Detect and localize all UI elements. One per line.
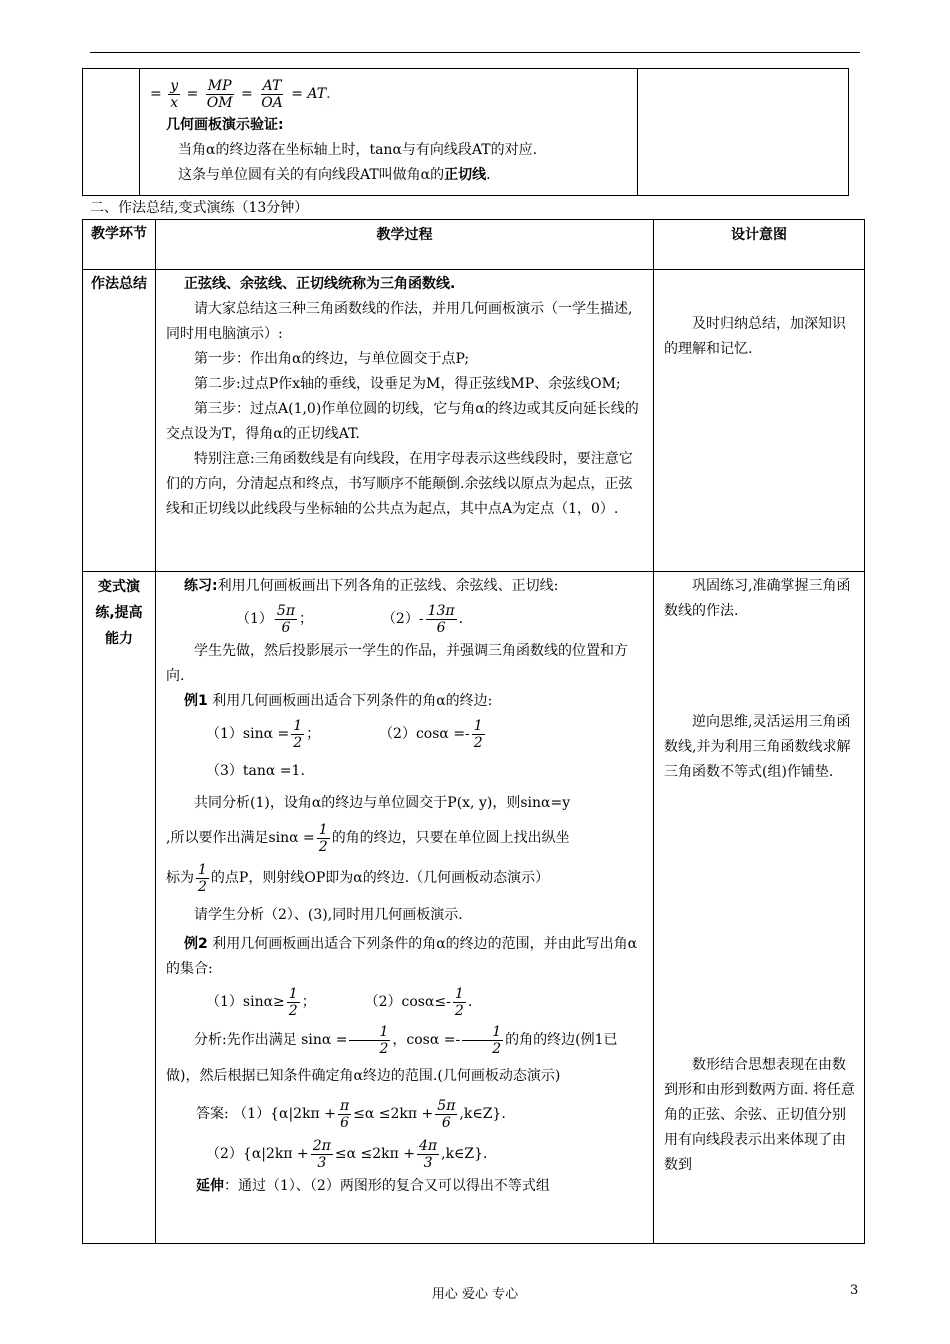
ex1-items: （1）sinα = $\frac{1}{2}$ ； （2）cosα =- $\frac{1}{2}$ [206, 717, 483, 751]
row2-intent-cell [654, 572, 865, 1244]
row1-note: 特别注意:三角函数线是有向线段，在用字母表示这些线段时，要注意它们的方向，分清起点和终点，书写顺序不能颠倒.余弦线以原点为起点，正弦线和正切线以此线段与坐标轴的公共点为起点，其中点A为定点（1，0）. [166, 451, 633, 517]
row1-step3: 第三步：过点A(1,0)作单位圆的切线，它与角α的终边或其反向延长线的交点设为T，得角α的正切线AT. [166, 401, 639, 442]
ex1-analysis-2: ,所以要作出满足sinα = $\frac{1}{2}$ 的角的终边，只要在单位圆上找出纵坐 [166, 821, 570, 855]
row2-label: 变式演练,提高能力 [83, 572, 156, 1244]
row2-intent-3: 数形结合思想表现在由数到形和由形到数两方面. 将任意角的正弦、余弦、正切值分别用有向线段表示出来体现了由数到 [664, 1057, 855, 1173]
header-col2: 教学过程 [156, 220, 654, 270]
extend-line: 延伸：通过（1）、（2）两图形的复合又可以得出不等式组 [196, 1178, 550, 1194]
top-empty-label [83, 69, 140, 196]
ex2-items: （1）sinα≥ $\frac{1}{2}$ ； （2）cosα≤- $\frac{1}{2}$ . [206, 985, 473, 1019]
header-rule [90, 52, 860, 53]
practice-after: 学生先做，然后投影展示一学生的作品，并强调三角函数线的位置和方向. [166, 643, 628, 684]
header-col1: 教学环节 [83, 220, 156, 270]
row1-intent-cell [654, 270, 865, 572]
row1-label: 作法总结 [83, 270, 156, 572]
ex1-item-3: （3）tanα =1. [206, 763, 305, 779]
ex1-students: 请学生分析（2）、(3),同时用几何画板演示. [194, 907, 463, 923]
demo-line-2: 这条与单位圆有关的有向线段AT叫做角α的正切线. [178, 167, 491, 183]
row1-step1: 第一步：作出角α的终边，与单位圆交于点P; [194, 351, 470, 367]
demo-line-1: 当角α的终边落在坐标轴上时，tanα与有向线段AT的对应. [178, 142, 538, 158]
top-empty-intent [638, 69, 849, 196]
demo-title: 几何画板演示验证: [166, 117, 284, 133]
top-table [82, 68, 849, 196]
ex2-line: 例2 利用几何画板画出适合下列条件的角α的终边的范围，并由此写出角α的集合: [166, 936, 638, 977]
main-table [82, 219, 865, 1244]
row1-bold-line: 正弦线、余弦线、正切线统称为三角函数线. [184, 276, 456, 292]
section-title: 二、作法总结,变式演练（13分钟） [90, 200, 309, 216]
answer-2: （2）{α|2kπ + $\frac{2\pi}{3}$ ≤α ≤2kπ + $\frac{4\pi}{3}$ ,k∈Z}. [206, 1137, 488, 1171]
row2-intent-2: 逆向思维,灵活运用三角函数线,并为利用三角函数线求解三角函数不等式(组)作铺垫. [664, 714, 851, 780]
practice-items: （1） $\frac{5\pi}{6}$ ； （2）- $\frac{13\pi}{6}$ . [236, 602, 464, 636]
row1-step2: 第二步:过点P作x轴的垂线，设垂足为M，得正弦线MP、余弦线OM; [194, 376, 621, 392]
page-number: 3 [850, 1283, 859, 1298]
tan-formula: = $\frac{y}{x}$ = $\frac{MP}{OM}$ = $\frac{AT}{OA}$ = AT. [150, 77, 331, 111]
row1-intent: 及时归纳总结，加深知识的理解和记忆. [664, 316, 846, 357]
practice-line: 练习:利用几何画板画出下列各角的正弦线、余弦线、正切线: [184, 578, 559, 594]
header-col3: 设计意图 [654, 220, 865, 270]
page-footer: 用心 爱心 专心 [431, 1287, 519, 1302]
ex1-line: 例1 利用几何画板画出适合下列条件的角α的终边: [184, 693, 493, 709]
top-content-cell [140, 69, 638, 196]
row1-p1: 请大家总结这三种三角函数线的作法，并用几何画板演示（一学生描述,同时用电脑演示）: [166, 301, 633, 342]
ex2-analysis: 分析:先作出满足 sinα = $\frac{1}{2}$ ，cosα =- $\frac{1}{2}$ 的角的终边(例1已做)，然后根据已知条件确定角α终边的范围.(几何画板动态演示) [166, 1023, 618, 1084]
ex1-analysis-3: 标为 $\frac{1}{2}$ 的点P，则射线OP即为α的终边.（几何画板动态演示） [166, 861, 550, 895]
row2-intent-1: 巩固练习,准确掌握三角函数线的作法. [664, 578, 851, 619]
row1-content [156, 270, 654, 572]
answer-1: 答案: （1）{α|2kπ + $\frac{\pi}{6}$ ≤α ≤2kπ + $\frac{5\pi}{6}$ ,k∈Z}. [196, 1097, 506, 1131]
row2-content [156, 572, 654, 1244]
ex1-analysis-1: 共同分析(1)，设角α的终边与单位圆交于P(x, y)，则sinα=y [194, 795, 571, 811]
